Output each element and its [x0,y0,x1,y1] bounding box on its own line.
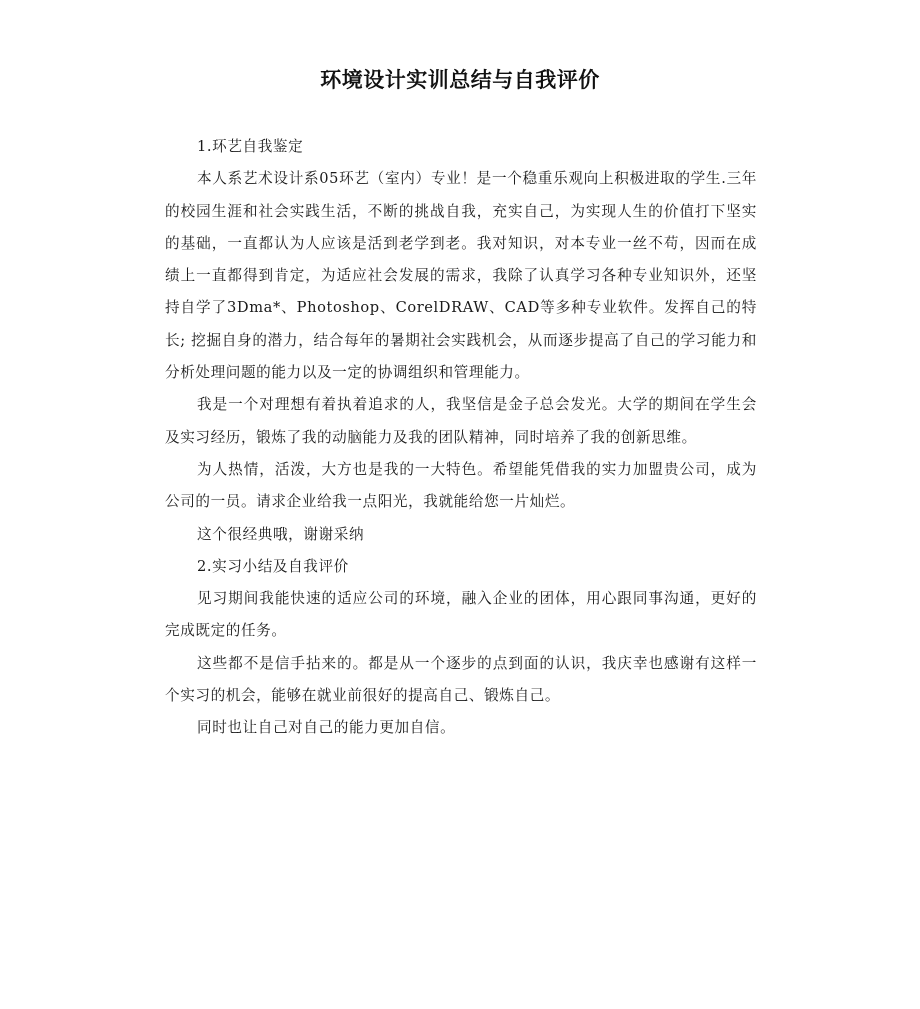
paragraph-confidence: 同时也让自己对自己的能力更加自信。 [197,719,456,737]
paragraph-ideals: 我是一个对理想有着执着追求的人，我坚信是金子总会发光。大学的期间在学生会及实习经历，锻炼了我的动脑能力及我的团队精神，同时培养了我的创新思维。 [165,396,757,446]
paragraph-intro: 本人系艺术设计系05环艺（室内）专业！是一个稳重乐观向上积极进取的学生.三年的校园生涯和社会实践生活，不断的挑战自我，充实自己，为实现人生的价值打下坚实的基础，一直都认为人应该是活到老学到老。我对知识，对本专业一丝不苟，因而在成绩上一直都得到肯定，为适应社会发展的需求，我除了认真学习各种专业知识外，还坚持自学了3Dma*、Photoshop、CorelDRAW、CAD等多种专业软件。发挥自己的特长; 挖掘自身的潜力，结合每年的暑期社会实践机会，从而逐步提高了自己的学习能力和分析处理问题的能力以及一定的协调组织和管理能力。 [165,170,757,382]
paragraph-reflection: 这些都不是信手拈来的。都是从一个逐步的点到面的认识，我庆幸也感谢有这样一个实习的机会，能够在就业前很好的提高自己、锻炼自己。 [165,654,757,705]
section-heading-2: 2.实习小结及自我评价 [197,557,349,575]
document-title: 环境设计实训总结与自我评价 [320,68,600,92]
document-body [165,131,757,745]
paragraph-note: 这个很经典哦，谢谢采纳 [197,525,365,543]
section-heading-1: 1.环艺自我鉴定 [197,138,304,155]
paragraph-internship: 见习期间我能快速的适应公司的环境，融入企业的团体，用心跟同事沟通，更好的完成既定的任务。 [165,590,757,640]
paragraph-personality: 为人热情，活泼，大方也是我的一大特色。希望能凭借我的实力加盟贵公司，成为公司的一员。请求企业给我一点阳光，我就能给您一片灿烂。 [165,460,757,511]
